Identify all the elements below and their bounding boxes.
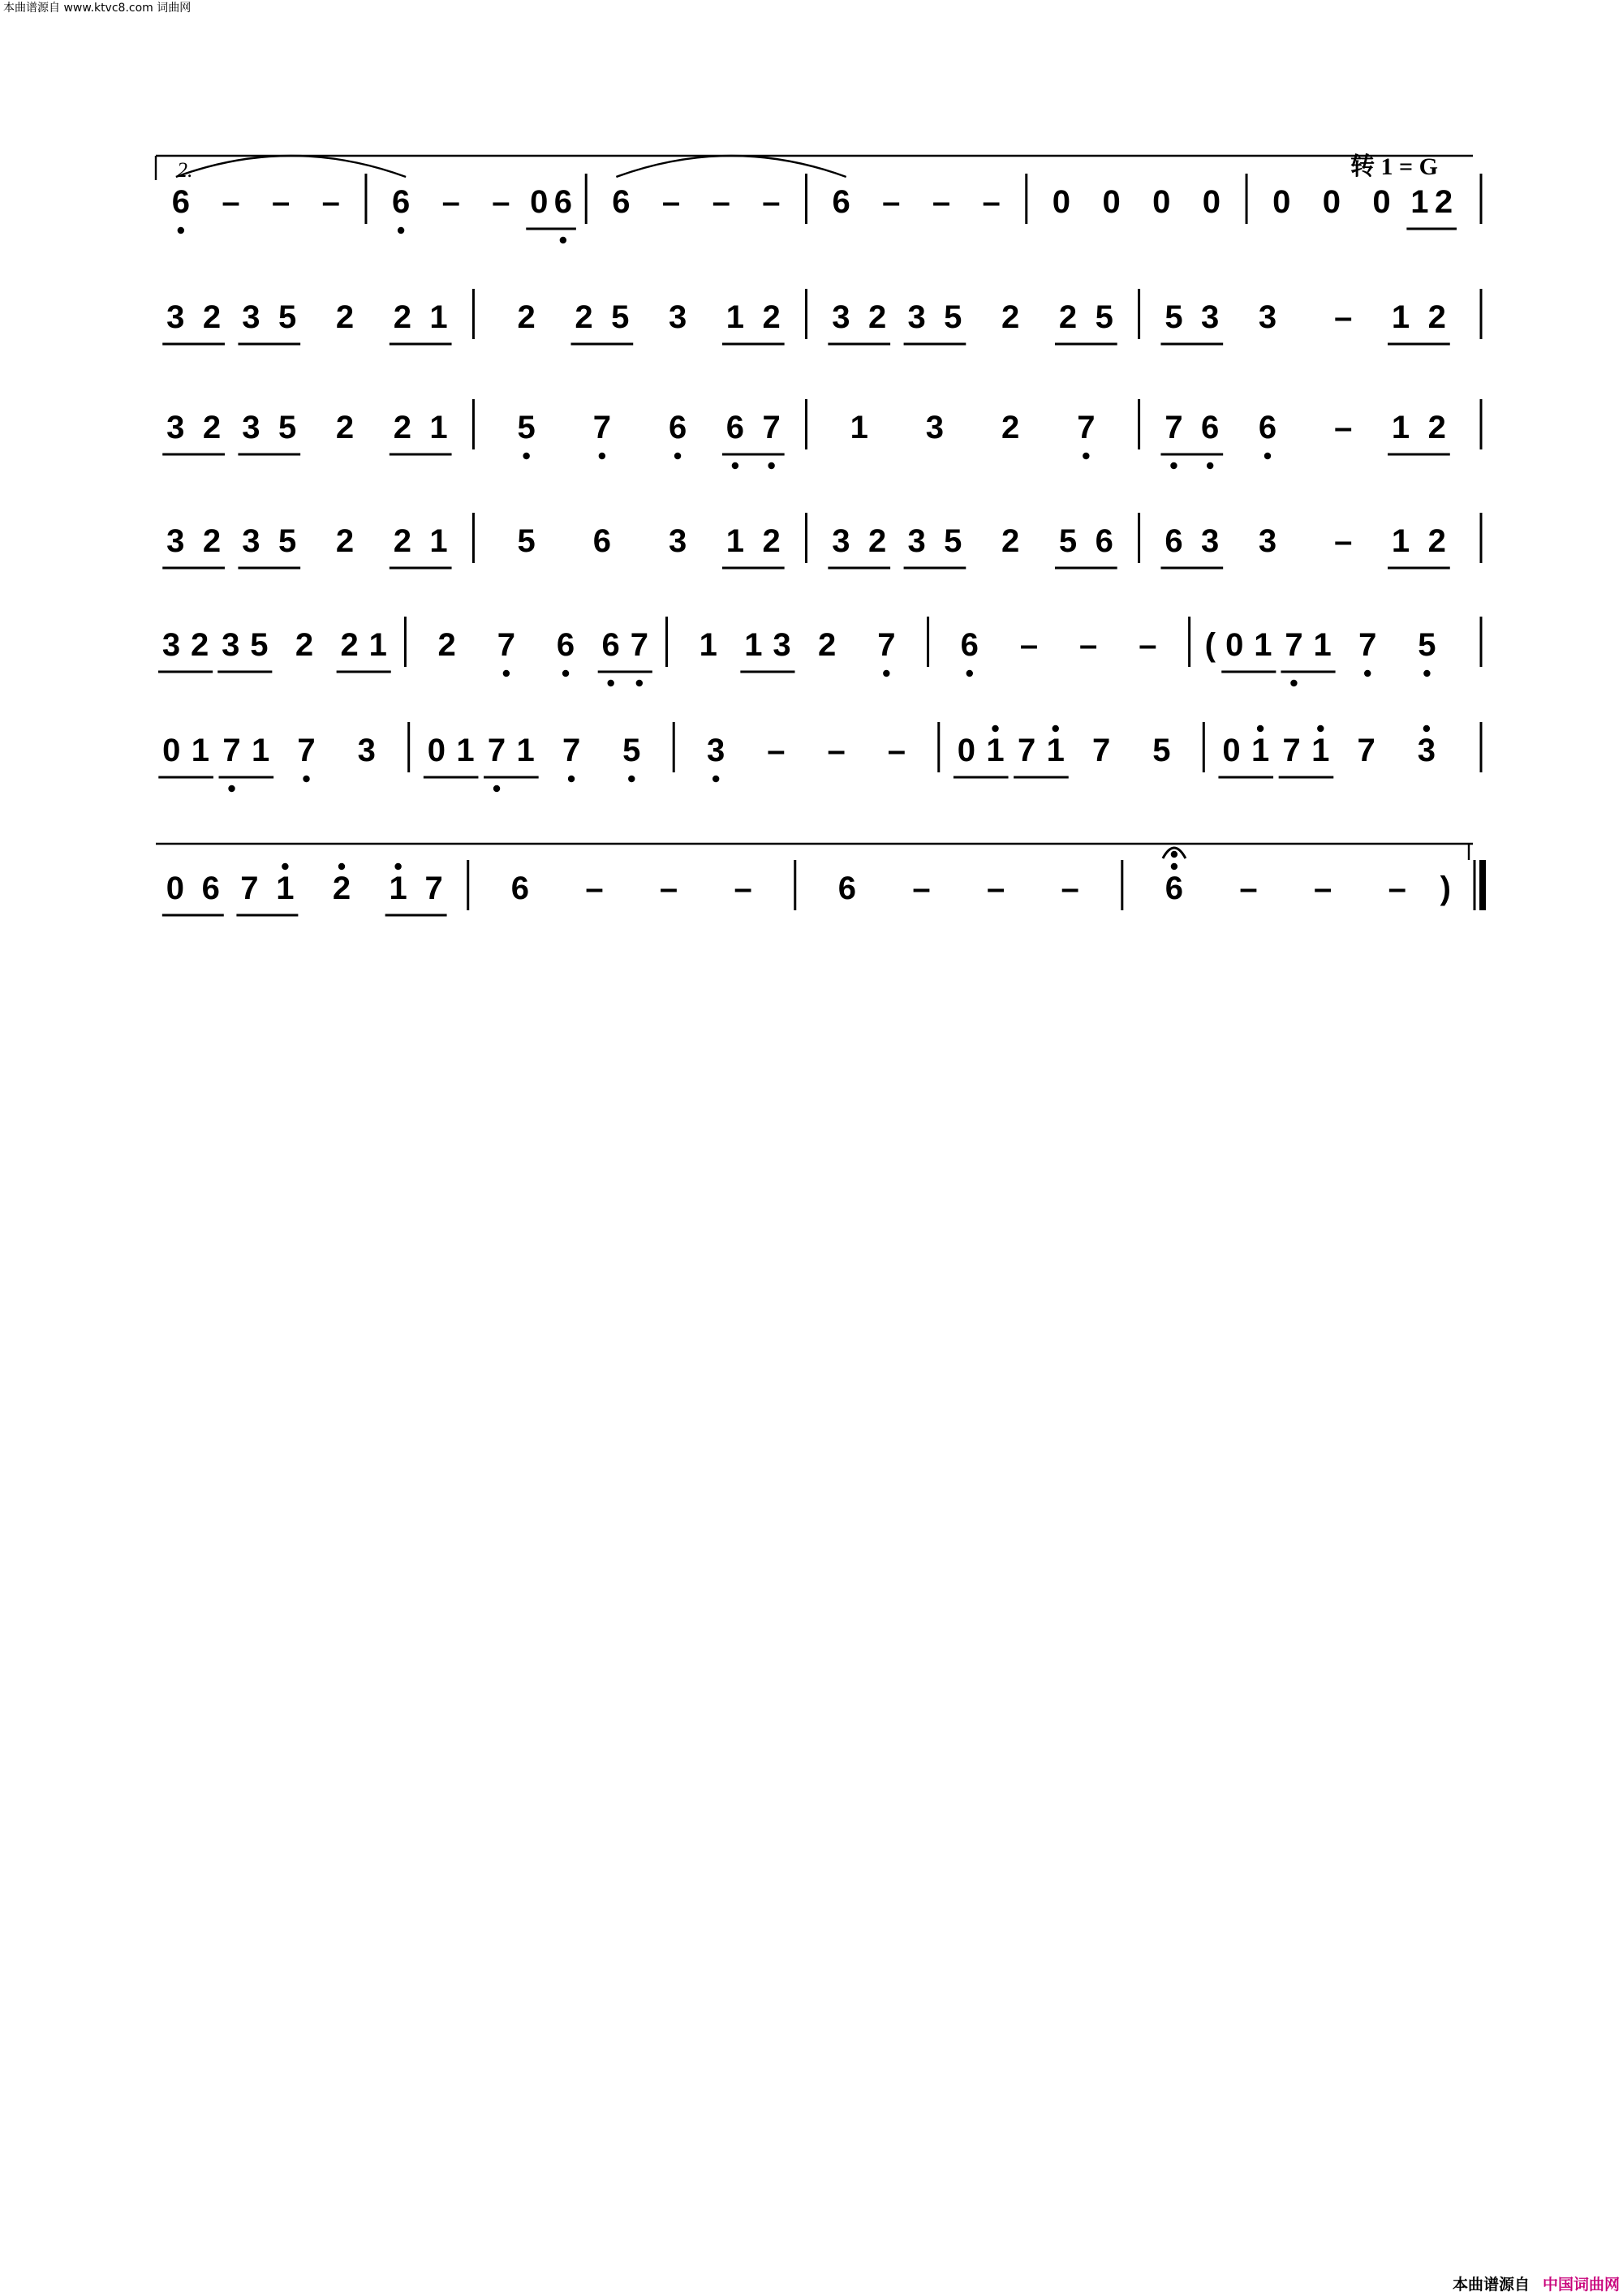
note: 0 — [1102, 184, 1121, 220]
note: 5 — [517, 523, 536, 559]
note: 2 — [1427, 410, 1446, 445]
octave-dot — [607, 680, 613, 686]
note: 2 — [335, 410, 355, 445]
dash-sustain: – — [887, 733, 906, 768]
note: 7 — [1077, 410, 1096, 445]
dash-sustain: – — [912, 871, 931, 906]
note: 3 — [773, 627, 791, 663]
octave-dot — [712, 776, 719, 782]
note: 5 — [611, 299, 630, 335]
octave-dot — [768, 462, 774, 469]
note: 7 — [497, 627, 515, 663]
note: 3 — [1201, 299, 1220, 335]
note: 0 — [957, 733, 976, 768]
note: 1 — [1391, 410, 1410, 445]
dash-sustain: – — [321, 184, 340, 220]
note: 3 — [907, 523, 926, 559]
note: 1 — [1046, 733, 1065, 768]
note: 6 — [832, 184, 850, 220]
note: 3 — [832, 299, 850, 335]
note: 1 — [1251, 733, 1270, 768]
octave-dot — [674, 453, 681, 459]
dash-sustain: – — [767, 733, 786, 768]
note: 3 — [166, 299, 185, 335]
octave-dot — [1364, 670, 1371, 677]
note: 5 — [278, 299, 297, 335]
note: 0 — [1222, 733, 1241, 768]
note: 7 — [297, 733, 316, 768]
note: 3 — [668, 523, 687, 559]
note: 5 — [944, 299, 962, 335]
dash-sustain: – — [986, 871, 1005, 906]
note: 0 — [162, 733, 181, 768]
note: 2 — [437, 627, 456, 663]
note: 7 — [877, 627, 896, 663]
tie-arc — [176, 156, 406, 177]
note: 2 — [332, 871, 351, 906]
note: 7 — [222, 733, 241, 768]
note: 1 — [252, 733, 270, 768]
note: 3 — [1258, 523, 1277, 559]
note: 1 — [725, 523, 745, 559]
note: 2 — [1427, 299, 1446, 335]
note: 5 — [1152, 733, 1171, 768]
note: 1 — [1391, 299, 1410, 335]
note: 6 — [837, 871, 857, 906]
note: 6 — [391, 184, 411, 220]
note: 7 — [1357, 733, 1375, 768]
source-header: 本曲谱源自 www.ktvc8.com 词曲网 — [3, 2, 192, 15]
note: 1 — [429, 523, 448, 559]
note: 0 — [530, 184, 549, 220]
dash-sustain: – — [585, 871, 604, 906]
octave-dot — [228, 785, 235, 792]
note: 2 — [1427, 523, 1446, 559]
note: 6 — [1201, 410, 1220, 445]
note: 3 — [161, 627, 181, 663]
note: 3 — [668, 299, 687, 335]
note: 6 — [725, 410, 745, 445]
octave-dot — [562, 670, 569, 677]
dash-sustain: – — [661, 184, 681, 220]
note: 0 — [1052, 184, 1071, 220]
dash-sustain: – — [1334, 299, 1353, 335]
note: 2 — [393, 410, 411, 445]
note: 2 — [393, 523, 411, 559]
note: 1 — [1254, 627, 1272, 663]
note: 1 — [429, 299, 448, 335]
octave-dot — [1083, 453, 1089, 459]
note: 1 — [850, 410, 868, 445]
note: 5 — [278, 410, 297, 445]
dash-sustain: – — [762, 184, 781, 220]
note: 6 — [1258, 410, 1277, 445]
octave-dot — [1053, 725, 1059, 732]
note: 6 — [1165, 871, 1184, 906]
octave-dot — [1171, 863, 1177, 870]
dash-sustain: – — [492, 184, 510, 220]
note: 3 — [166, 410, 185, 445]
dash-sustain: – — [1388, 871, 1406, 906]
note: 2 — [191, 627, 209, 663]
note: 2 — [1001, 410, 1020, 445]
note: 1 — [725, 299, 745, 335]
note: 3 — [222, 627, 240, 663]
dash-sustain: – — [1334, 523, 1353, 559]
dash-sustain: – — [222, 184, 240, 220]
dash-sustain: – — [1239, 871, 1258, 906]
volta-number: 2. — [177, 158, 193, 182]
note: 7 — [240, 871, 259, 906]
note: 2 — [335, 523, 355, 559]
note: 0 — [427, 733, 446, 768]
octave-dot — [599, 453, 605, 459]
paren: ) — [1440, 871, 1451, 906]
note: 0 — [1152, 184, 1171, 220]
note: 6 — [510, 871, 529, 906]
source-footer — [1453, 2272, 1620, 2294]
octave-dot — [523, 453, 529, 459]
octave-dot — [1317, 725, 1324, 732]
dash-sustain: – — [441, 184, 460, 220]
note: 2 — [1001, 523, 1020, 559]
note: 7 — [1165, 410, 1183, 445]
note: 0 — [1202, 184, 1221, 220]
note: 6 — [201, 871, 220, 906]
note: 1 — [744, 627, 763, 663]
octave-dot — [560, 237, 566, 243]
note: 2 — [867, 523, 887, 559]
octave-dot — [1264, 453, 1271, 459]
note: 3 — [242, 410, 260, 445]
dash-sustain: – — [1061, 871, 1079, 906]
note: 2 — [817, 627, 837, 663]
note: 6 — [556, 627, 575, 663]
dash-sustain: – — [1313, 871, 1332, 906]
octave-dot — [628, 776, 635, 782]
octave-dot — [1171, 851, 1177, 858]
note: 2 — [335, 299, 355, 335]
dash-sustain: – — [712, 184, 730, 220]
note: 7 — [424, 871, 443, 906]
note: 3 — [907, 299, 926, 335]
note: 1 — [368, 627, 387, 663]
note: 3 — [1417, 733, 1436, 768]
octave-dot — [1207, 462, 1213, 469]
octave-dot — [394, 863, 401, 870]
tie-arc — [616, 156, 846, 177]
dash-sustain: – — [982, 184, 1001, 220]
note: 0 — [1322, 184, 1341, 220]
note: 3 — [242, 523, 260, 559]
note: 3 — [707, 733, 725, 768]
note: 7 — [1092, 733, 1111, 768]
note: 5 — [1418, 627, 1436, 663]
key-change-label: 转 1 = G — [1350, 153, 1438, 180]
note: 1 — [516, 733, 535, 768]
note: 2 — [295, 627, 314, 663]
octave-dot — [178, 227, 184, 234]
octave-dot — [1170, 462, 1177, 469]
octave-dot — [883, 670, 889, 677]
octave-dot — [992, 725, 998, 732]
note: 3 — [1258, 299, 1277, 335]
octave-dot — [966, 670, 973, 677]
note: 6 — [553, 184, 572, 220]
note: 3 — [357, 733, 376, 768]
note: 1 — [276, 871, 295, 906]
note: 0 — [1372, 184, 1391, 220]
octave-dot — [303, 776, 309, 782]
note: 3 — [242, 299, 260, 335]
note: 7 — [592, 410, 611, 445]
note: 5 — [278, 523, 297, 559]
note: 7 — [562, 733, 581, 768]
note: 2 — [202, 410, 222, 445]
note: 7 — [762, 410, 781, 445]
octave-dot — [398, 227, 404, 234]
octave-dot — [1257, 725, 1264, 732]
note: 3 — [166, 523, 185, 559]
dash-sustain: – — [1079, 627, 1098, 663]
octave-dot — [636, 680, 643, 686]
dash-sustain: – — [659, 871, 678, 906]
note: 6 — [668, 410, 687, 445]
note: 7 — [1358, 627, 1377, 663]
note: 2 — [762, 523, 781, 559]
dash-sustain: – — [1019, 627, 1039, 663]
octave-dot — [1423, 670, 1430, 677]
note: 2 — [1001, 299, 1020, 335]
note: 2 — [575, 299, 593, 335]
note: 7 — [1282, 733, 1301, 768]
dash-sustain: – — [734, 871, 752, 906]
note: 2 — [867, 299, 887, 335]
note: 2 — [340, 627, 359, 663]
note: 6 — [1095, 523, 1113, 559]
dash-sustain: – — [1139, 627, 1157, 663]
note: 6 — [171, 184, 190, 220]
footer-right: 中国词曲网 — [1542, 2276, 1620, 2294]
note: 7 — [1285, 627, 1303, 663]
note: 6 — [1165, 523, 1183, 559]
note: 3 — [1201, 523, 1220, 559]
octave-dot — [732, 462, 738, 469]
octave-dot — [503, 670, 510, 677]
note: 1 — [699, 627, 717, 663]
note: 1 — [1391, 523, 1410, 559]
note: 7 — [1017, 733, 1036, 768]
note: 0 — [1272, 184, 1291, 220]
note: 6 — [601, 627, 620, 663]
note: 1 — [1313, 627, 1332, 663]
octave-dot — [493, 785, 500, 792]
dash-sustain: – — [1334, 410, 1353, 445]
note: 1 — [456, 733, 475, 768]
note: 2 — [202, 523, 222, 559]
dash-sustain: – — [272, 184, 291, 220]
note: 2 — [202, 299, 222, 335]
note: 2 — [517, 299, 536, 335]
note: 0 — [1225, 627, 1244, 663]
note: 5 — [622, 733, 641, 768]
dash-sustain: – — [827, 733, 846, 768]
octave-dot — [1290, 680, 1297, 686]
note: 1 — [1410, 184, 1429, 220]
note: 5 — [250, 627, 269, 663]
note: 6 — [960, 627, 979, 663]
note: 6 — [592, 523, 611, 559]
note: 1 — [1311, 733, 1330, 768]
note: 1 — [429, 410, 448, 445]
note: 5 — [1058, 523, 1078, 559]
note: 0 — [166, 871, 184, 906]
note: 7 — [630, 627, 648, 663]
note: 6 — [612, 184, 631, 220]
note: 1 — [389, 871, 407, 906]
dash-sustain: – — [882, 184, 901, 220]
note: 2 — [1058, 299, 1078, 335]
note: 3 — [832, 523, 850, 559]
octave-dot — [282, 863, 288, 870]
note: 7 — [487, 733, 506, 768]
note: 5 — [517, 410, 536, 445]
note: 2 — [393, 299, 411, 335]
dash-sustain: – — [932, 184, 951, 220]
paren: ( — [1204, 627, 1216, 663]
note: 2 — [1434, 184, 1453, 220]
octave-dot — [338, 863, 345, 870]
note: 1 — [191, 733, 210, 768]
note: 1 — [986, 733, 1005, 768]
footer-left: 本曲谱源自 — [1452, 2276, 1530, 2294]
note: 2 — [762, 299, 781, 335]
note: 3 — [925, 410, 945, 445]
note: 5 — [1165, 299, 1183, 335]
note: 5 — [1095, 299, 1113, 335]
octave-dot — [1423, 725, 1430, 732]
octave-dot — [568, 776, 575, 782]
note: 5 — [944, 523, 962, 559]
